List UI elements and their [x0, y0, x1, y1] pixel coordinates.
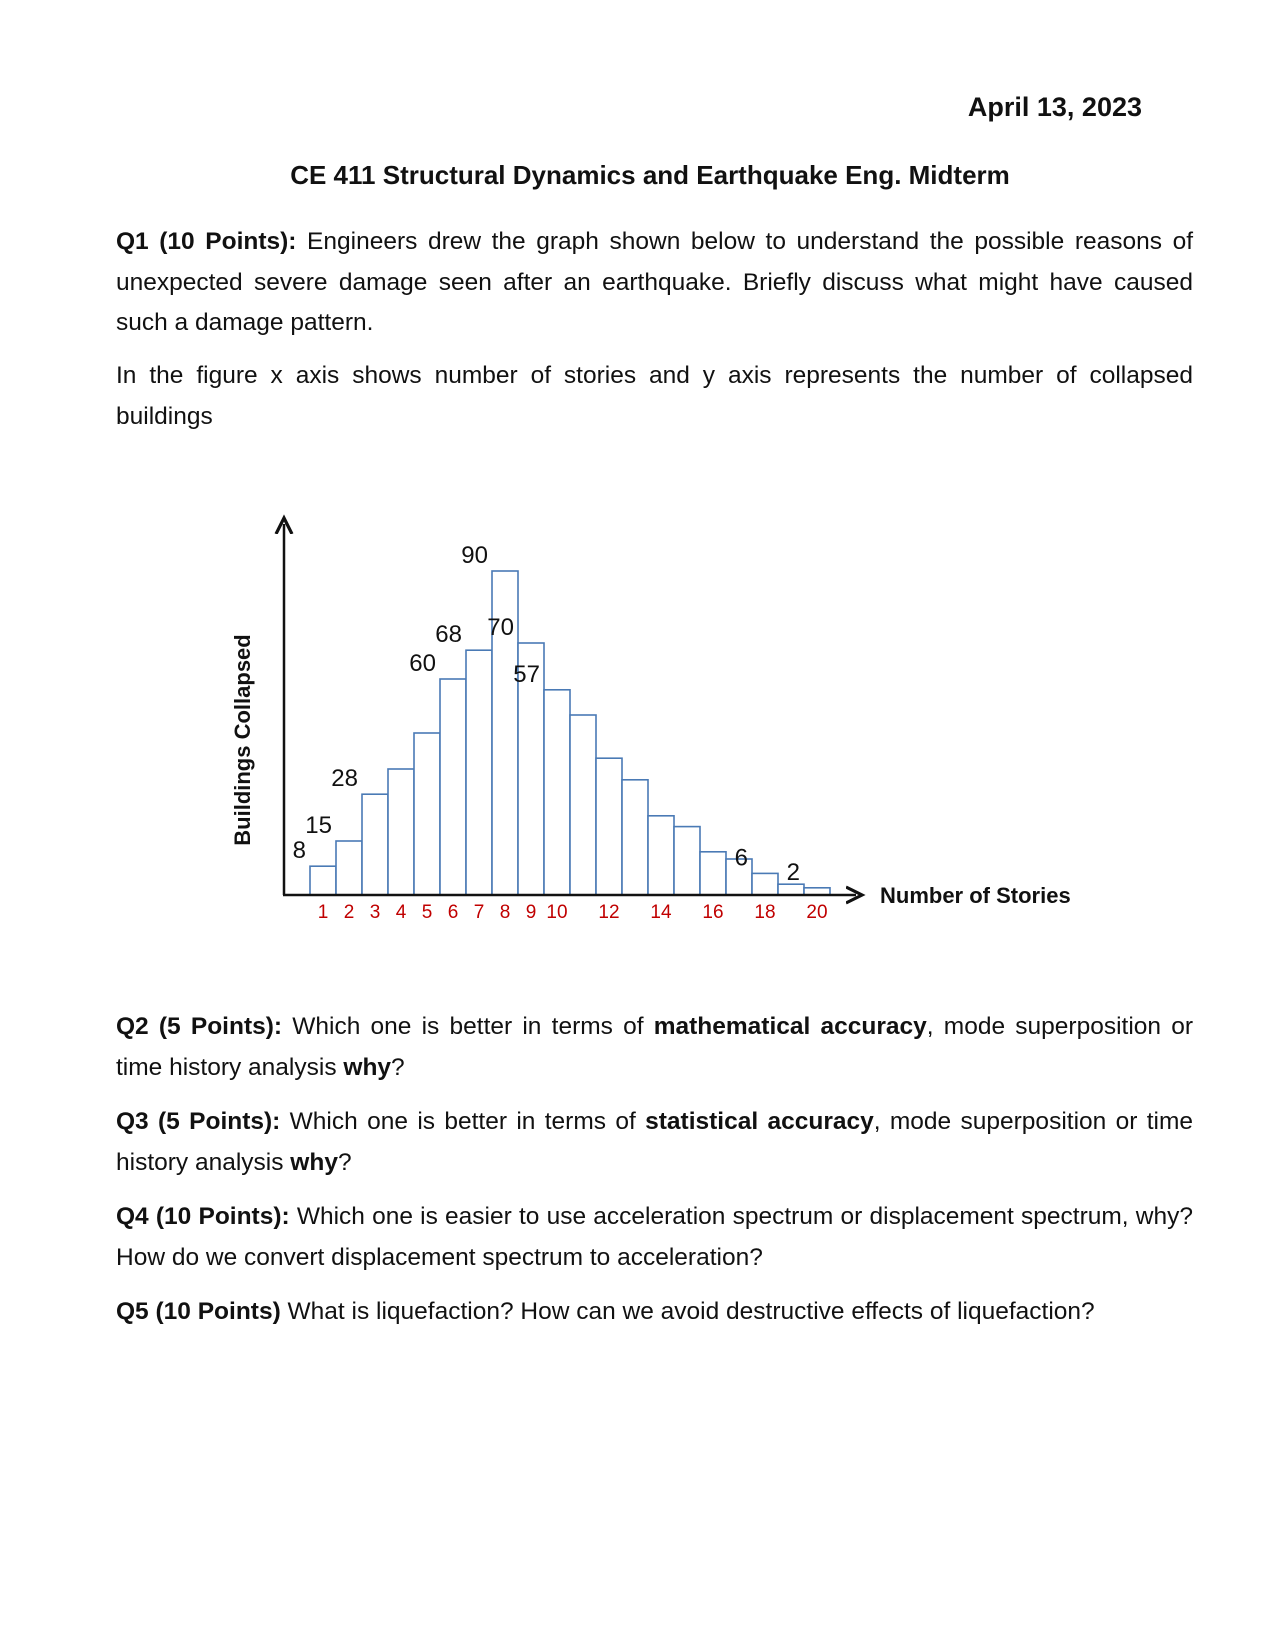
question-4-text: Which one is easier to use acceleration spectrum or displacement spectrum, why? How do we convert displacement spectrum to acceleration?: [116, 1203, 1193, 1271]
tick-label-4: 4: [395, 902, 407, 923]
exam-date: April 13, 2023: [967, 92, 1142, 122]
tick-label-1: 1: [317, 902, 329, 923]
tick-label-5: 5: [421, 902, 433, 923]
value-label-6: 60: [409, 650, 436, 677]
question-4: [116, 1197, 1193, 1278]
question-5-text: What is liquefaction? How can we avoid destructive effects of liquefaction?: [280, 1298, 1095, 1325]
tick-label-7: 7: [473, 902, 485, 923]
question-3-text-cont: , mode superposition or time history analysis: [116, 1108, 1194, 1176]
bar-15: [674, 827, 700, 895]
question-3-emphasis: statistical accuracy: [645, 1108, 874, 1135]
value-label-7: 68: [435, 621, 462, 649]
bar-13: [622, 780, 648, 895]
tick-label-2: 2: [343, 902, 355, 923]
bar-12: [596, 758, 622, 895]
bar-11: [570, 715, 596, 895]
question-5: [116, 1292, 1193, 1333]
value-label-1: 8: [292, 837, 306, 865]
question-1-text: Engineers drew the graph shown below to understand the possible reasons of unexpected severe damage seen after an earthquake. Briefly discuss what might have caused such a damage pattern.: [116, 228, 1194, 336]
value-label-18: 6: [734, 844, 748, 872]
value-label-20: 2: [786, 858, 800, 886]
value-label-3: 28: [331, 765, 358, 793]
question-2-label: Q2 (5 Points):: [116, 1013, 283, 1040]
bar-5: [414, 733, 440, 895]
question-3-text: Which one is better in terms of: [280, 1108, 646, 1135]
question-2-text-cont: , mode superposition or time history analysis: [116, 1013, 1194, 1081]
question-1-label: Q1 (10 Points):: [116, 228, 297, 255]
tick-label-10: 10: [546, 902, 568, 923]
value-label-9: 70: [487, 614, 514, 641]
bar-19: [778, 884, 804, 895]
tick-label-9: 9: [525, 902, 537, 923]
question-2-end: ?: [391, 1053, 405, 1081]
question-2: [116, 1007, 1193, 1088]
question-5-label: Q5 (10 Points): [116, 1298, 281, 1325]
bar-18: [752, 873, 778, 895]
bar-3: [362, 794, 388, 895]
value-label-2: 15: [305, 812, 332, 839]
bar-14: [648, 816, 674, 895]
tick-label-8: 8: [499, 902, 511, 923]
exam-title: CE 411 Structural Dynamics and Earthquake Eng. Midterm: [290, 160, 1010, 190]
bar-16: [700, 852, 726, 895]
bar-10: [544, 690, 570, 895]
figure-description-text: In the figure x axis shows number of stories and y axis represents the number of collapsed buildings: [116, 362, 1193, 430]
question-4-label: Q4 (10 Points):: [116, 1203, 290, 1230]
tick-label-3: 3: [369, 902, 381, 923]
x-axis-label: Number of Stories: [880, 883, 1071, 908]
value-label-10: 57: [513, 660, 540, 688]
question-2-emphasis: mathematical accuracy: [653, 1013, 927, 1040]
question-3: [116, 1102, 1193, 1183]
question-3-why: why: [290, 1148, 338, 1176]
tick-label-16: 16: [702, 902, 724, 923]
bar-1: [310, 866, 336, 895]
y-axis-label: Buildings Collapsed: [230, 634, 255, 846]
bar-2: [336, 841, 362, 895]
bar-4: [388, 769, 414, 895]
question-2-text: Which one is better in terms of: [282, 1013, 654, 1040]
tick-label-18: 18: [754, 902, 776, 923]
question-2-why: why: [343, 1053, 392, 1081]
value-label-8: 90: [461, 542, 488, 569]
tick-label-12: 12: [598, 902, 620, 923]
bar-7: [466, 650, 492, 895]
tick-label-14: 14: [650, 902, 672, 923]
question-3-end: ?: [337, 1148, 352, 1176]
tick-label-20: 20: [806, 902, 828, 923]
tick-label-6: 6: [447, 902, 459, 923]
bar-6: [440, 679, 466, 895]
question-3-label: Q3 (5 Points):: [116, 1108, 281, 1135]
